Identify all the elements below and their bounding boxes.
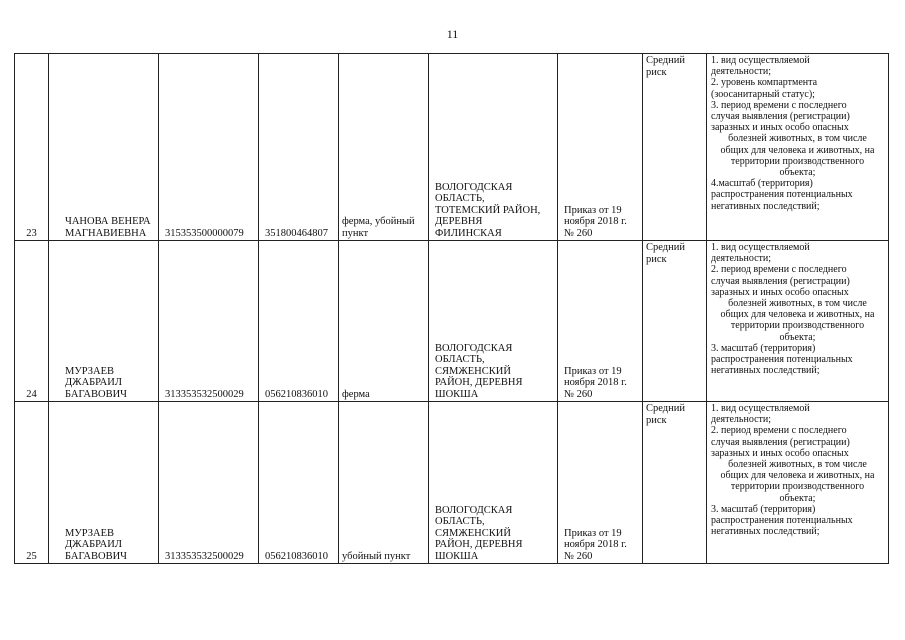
order-cell-line: № 260 bbox=[564, 227, 593, 239]
object-type-line: пункт bbox=[342, 227, 369, 239]
risk-category bbox=[643, 241, 707, 402]
address-cell-line: ОБЛАСТЬ, bbox=[435, 516, 485, 527]
risk-category-line: Средний bbox=[646, 55, 685, 66]
risk-criteria bbox=[707, 241, 889, 402]
criteria-line: случая выявления (регистрации) bbox=[711, 111, 850, 123]
criteria-line: 1. вид осуществляемой bbox=[711, 403, 810, 414]
criteria-line: объекта; bbox=[779, 331, 816, 343]
criteria-line: (зоосанитарный статус); bbox=[711, 88, 815, 100]
criteria-line: общих для человека и животных, на bbox=[720, 309, 875, 321]
address-cell-line: СЯМЖЕНСКИЙ bbox=[435, 365, 511, 377]
order-cell bbox=[558, 402, 643, 564]
owner-name bbox=[49, 241, 159, 402]
address-cell-line: РАЙОН, ДЕРЕВНЯ bbox=[435, 539, 523, 550]
criteria-line: 2. уровень компартмента bbox=[711, 77, 818, 89]
criteria-line: случая выявления (регистрации) bbox=[711, 275, 850, 287]
address-cell-line: ШОКША bbox=[435, 550, 479, 562]
order-cell-line: № 260 bbox=[564, 550, 593, 562]
row-number: 25 bbox=[15, 402, 49, 564]
address-cell-line: РАЙОН, ДЕРЕВНЯ bbox=[435, 377, 523, 388]
risk-criteria bbox=[707, 54, 889, 241]
criteria-line: заразных и иных особо опасных bbox=[711, 122, 849, 134]
owner-name-line: МУРЗАЕВ bbox=[65, 527, 114, 539]
owner-name bbox=[49, 54, 159, 241]
criteria-line: объекта; bbox=[779, 167, 816, 179]
owner-name bbox=[49, 402, 159, 564]
criteria-line: случая выявления (регистрации) bbox=[711, 436, 850, 448]
criteria-line: негативных последствий; bbox=[711, 526, 820, 538]
registry-table bbox=[14, 53, 889, 564]
criteria-line: негативных последствий; bbox=[711, 200, 820, 212]
criteria-line: общих для человека и животных, на bbox=[720, 144, 875, 156]
criteria-line: 3. период времени с последнего bbox=[711, 99, 847, 111]
order-cell bbox=[558, 241, 643, 402]
owner-name-line: МУРЗАЕВ bbox=[65, 365, 114, 377]
ogrn-cell: 315353500000079 bbox=[159, 54, 259, 241]
risk-criteria bbox=[707, 402, 889, 564]
criteria-line: распространения потенциальных bbox=[711, 515, 853, 527]
criteria-line: общих для человека и животных, на bbox=[720, 470, 875, 482]
criteria-line: деятельности; bbox=[711, 414, 772, 426]
address-cell-line: СЯМЖЕНСКИЙ bbox=[435, 527, 511, 539]
criteria-line: 2. период времени с последнего bbox=[711, 425, 847, 437]
risk-category-line: риск bbox=[646, 66, 667, 78]
address-cell bbox=[429, 54, 558, 241]
criteria-line: болезней животных, в том числе bbox=[728, 133, 867, 145]
owner-name-line: ДЖАБРАИЛ bbox=[65, 377, 122, 388]
criteria-line: деятельности; bbox=[711, 66, 772, 78]
table-row bbox=[15, 402, 889, 564]
risk-category-line: риск bbox=[646, 253, 667, 265]
object-type bbox=[339, 54, 429, 241]
risk-category-line: риск bbox=[646, 414, 667, 426]
object-type-line: ферма, убойный bbox=[342, 216, 415, 227]
order-cell-line: ноября 2018 г. bbox=[564, 539, 627, 550]
owner-name-line: ЧАНОВА ВЕНЕРА bbox=[65, 216, 151, 227]
table-row bbox=[15, 241, 889, 402]
order-cell-line: Приказ от 19 bbox=[564, 204, 622, 216]
criteria-line: заразных и иных особо опасных bbox=[711, 447, 849, 459]
criteria-line: 4.масштаб (территория) bbox=[711, 178, 813, 190]
owner-name-line: ДЖАБРАИЛ bbox=[65, 539, 122, 550]
criteria-line: территории производственного bbox=[730, 320, 865, 332]
criteria-line: болезней животных, в том числе bbox=[728, 459, 867, 471]
risk-category-line: Средний bbox=[646, 242, 685, 253]
address-cell-line: ВОЛОГОДСКАЯ bbox=[435, 504, 513, 516]
address-cell-line: ОБЛАСТЬ, bbox=[435, 354, 485, 365]
criteria-line: распространения потенциальных bbox=[711, 189, 853, 201]
order-cell-line: Приказ от 19 bbox=[564, 527, 622, 539]
object-type bbox=[339, 402, 429, 564]
criteria-line: 3. масштаб (территория) bbox=[711, 342, 816, 354]
order-cell-line: № 260 bbox=[564, 388, 593, 400]
criteria-line: болезней животных, в том числе bbox=[728, 298, 867, 310]
criteria-line: заразных и иных особо опасных bbox=[711, 286, 849, 298]
page-number: 11 bbox=[446, 27, 459, 41]
inn-cell: 351800464807 bbox=[259, 54, 339, 241]
order-cell-line: ноября 2018 г. bbox=[564, 377, 627, 388]
criteria-line: 3. масштаб (территория) bbox=[711, 503, 816, 515]
criteria-line: распространения потенциальных bbox=[711, 354, 853, 366]
address-cell-line: ВОЛОГОДСКАЯ bbox=[435, 181, 513, 193]
order-cell-line: Приказ от 19 bbox=[564, 365, 622, 377]
address-cell-line: ШОКША bbox=[435, 388, 479, 400]
ogrn-cell: 313353532500029 bbox=[159, 402, 259, 564]
risk-category bbox=[643, 54, 707, 241]
criteria-line: 1. вид осуществляемой bbox=[711, 55, 810, 66]
address-cell bbox=[429, 241, 558, 402]
inn-cell: 056210836010 bbox=[259, 241, 339, 402]
address-cell-line: ФИЛИНСКАЯ bbox=[435, 227, 502, 239]
order-cell bbox=[558, 54, 643, 241]
owner-name-line: БАГАВОВИЧ bbox=[65, 388, 127, 400]
address-cell-line: ВОЛОГОДСКАЯ bbox=[435, 342, 513, 354]
object-type-line: убойный пункт bbox=[342, 550, 411, 562]
criteria-line: негативных последствий; bbox=[711, 365, 820, 377]
criteria-line: 2. период времени с последнего bbox=[711, 264, 847, 276]
inn-cell: 056210836010 bbox=[259, 402, 339, 564]
criteria-line: территории производственного bbox=[730, 481, 865, 493]
ogrn-cell: 313353532500029 bbox=[159, 241, 259, 402]
address-cell-line: ДЕРЕВНЯ bbox=[435, 216, 483, 227]
owner-name-line: БАГАВОВИЧ bbox=[65, 550, 127, 562]
criteria-line: территории производственного bbox=[730, 155, 865, 167]
row-number: 23 bbox=[15, 54, 49, 241]
row-number: 24 bbox=[15, 241, 49, 402]
address-cell bbox=[429, 402, 558, 564]
criteria-line: 1. вид осуществляемой bbox=[711, 242, 810, 253]
risk-category-line: Средний bbox=[646, 403, 685, 414]
order-cell-line: ноября 2018 г. bbox=[564, 216, 627, 227]
object-type-line: ферма bbox=[342, 388, 370, 400]
address-cell-line: ОБЛАСТЬ, bbox=[435, 193, 485, 204]
criteria-line: объекта; bbox=[779, 492, 816, 504]
risk-category bbox=[643, 402, 707, 564]
object-type bbox=[339, 241, 429, 402]
table-row bbox=[15, 54, 889, 241]
owner-name-line: МАГНАВИЕВНА bbox=[65, 227, 147, 239]
address-cell-line: ТОТЕМСКИЙ РАЙОН, bbox=[435, 204, 541, 216]
criteria-line: деятельности; bbox=[711, 253, 772, 265]
